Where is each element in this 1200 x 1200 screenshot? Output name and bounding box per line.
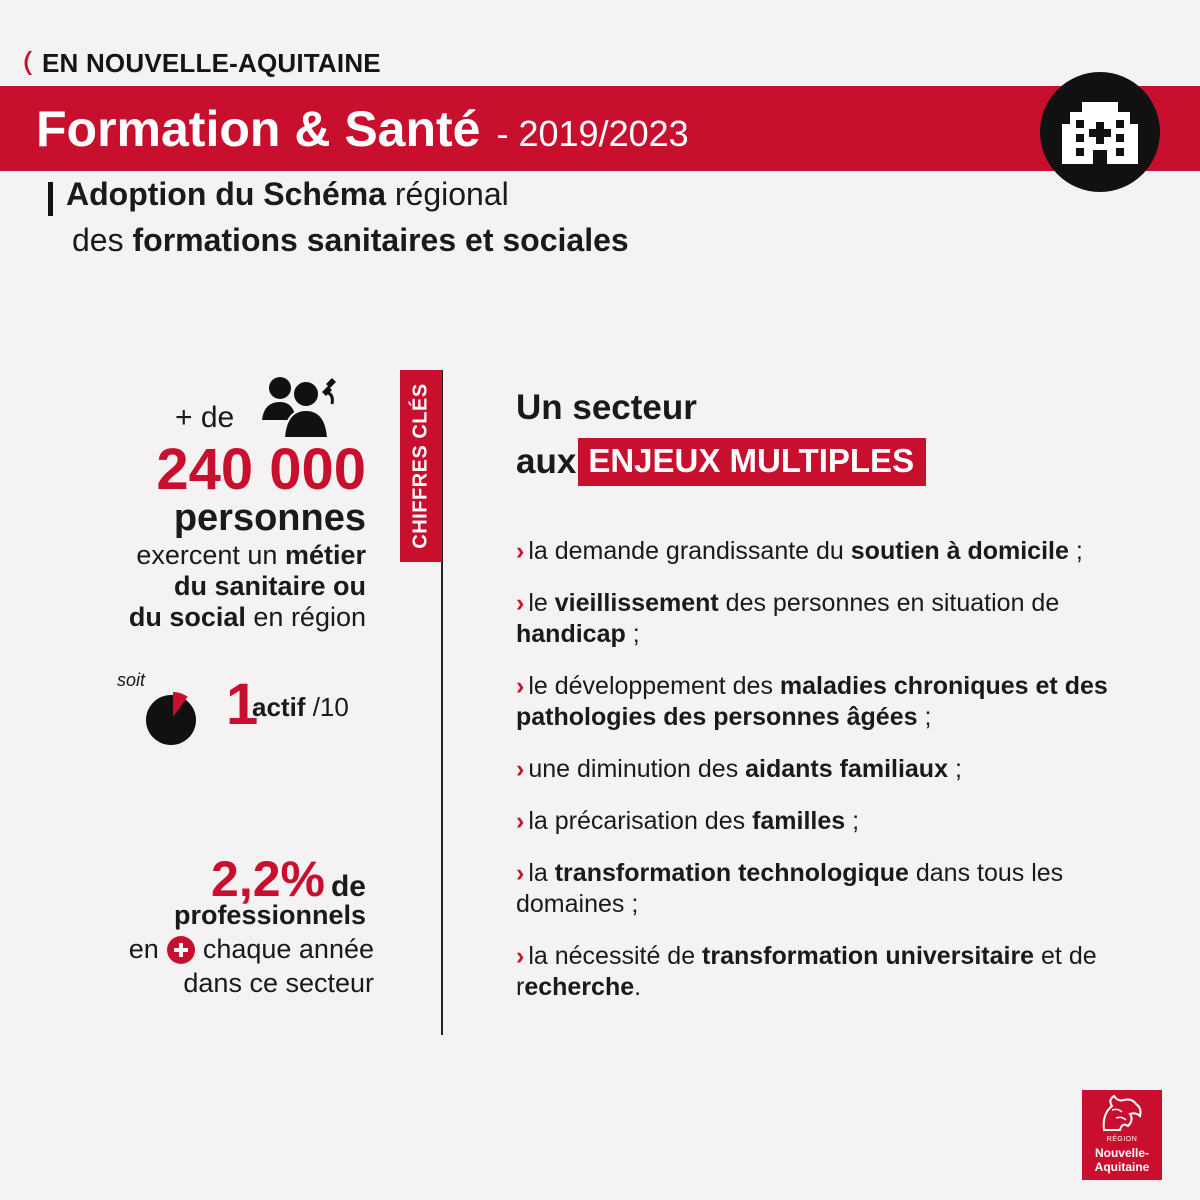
plus-de-label: + de	[175, 401, 235, 434]
hospital-badge	[1040, 72, 1160, 192]
issue-item: › la nécessité de transformation universitaire et de recherche.	[516, 942, 1097, 1001]
logo-name-line-2: Aquitaine	[1094, 1160, 1150, 1174]
professionnels-label: professionnels	[173, 900, 366, 930]
issue-item: › le vieillissement des personnes en situation de handicap ;	[516, 589, 1060, 648]
enjeux-highlight: ENJEUX MULTIPLES	[578, 438, 926, 486]
title-separator: -	[496, 113, 509, 154]
people-description: exercent un métier du sanitaire ou du social en région	[128, 540, 366, 632]
sector-label: dans ce secteur	[183, 968, 374, 998]
logo-name-line-1: Nouvelle-	[1094, 1146, 1149, 1160]
hospital-icon	[1040, 72, 1160, 192]
ratio-number: 1	[226, 672, 259, 737]
secteur-heading-1: Un secteur	[516, 388, 697, 427]
plus-icon	[167, 936, 195, 964]
region-logo	[1082, 1090, 1162, 1180]
chevron-right-icon: ›	[516, 942, 525, 970]
lion-icon	[1082, 1090, 1162, 1136]
subtitle-line-2: des formations sanitaires et sociales	[72, 222, 629, 258]
issues-list	[516, 536, 1166, 1024]
issue-item: › le développement des maladies chroniques et des pathologies des personnes âgées ;	[516, 672, 1108, 731]
subtitle-bar	[48, 182, 53, 216]
chevron-right-icon: ›	[516, 755, 525, 783]
issue-item: › une diminution des aidants familiaux ;	[516, 755, 962, 783]
region-name: EN NOUVELLE-AQUITAINE	[42, 47, 381, 78]
region-label	[22, 46, 381, 80]
growth-percent: 2,2%	[211, 851, 325, 907]
growth-line: en chaque année	[128, 934, 374, 964]
title-years: 2019/2023	[518, 113, 689, 154]
ratio-text: actif /10	[252, 692, 349, 722]
bracket-icon	[22, 50, 34, 76]
pie-remainder	[146, 695, 196, 745]
logo-region-label: RÉGION	[1106, 1136, 1138, 1143]
people-icon	[260, 374, 338, 438]
soit-label: soit	[117, 670, 146, 690]
chevron-right-icon: ›	[516, 807, 525, 835]
issue-item: › la demande grandissante du soutien à domicile ;	[516, 537, 1083, 565]
secteur-heading-2: aux ENJEUX MULTIPLES	[516, 438, 926, 486]
growth-stat: 2,2% de	[211, 851, 366, 907]
chevron-right-icon: ›	[516, 537, 525, 565]
issue-item: › la transformation technologique dans tous les domaines ;	[516, 859, 1064, 918]
chevron-right-icon: ›	[516, 589, 525, 617]
chevron-right-icon: ›	[516, 672, 525, 700]
issue-item: › la précarisation des familles ;	[516, 807, 860, 835]
chevron-right-icon: ›	[516, 859, 525, 887]
chiffres-cles-tag: CHIFFRES CLÉS	[400, 370, 442, 562]
title-text: Formation & Santé	[36, 101, 481, 157]
people-count: 240 000	[156, 437, 366, 502]
subtitle-line-1: Adoption du Schéma régional	[66, 176, 509, 212]
people-label: personnes	[173, 497, 366, 539]
ratio-pie-chart	[146, 680, 200, 746]
page-title	[36, 100, 689, 158]
